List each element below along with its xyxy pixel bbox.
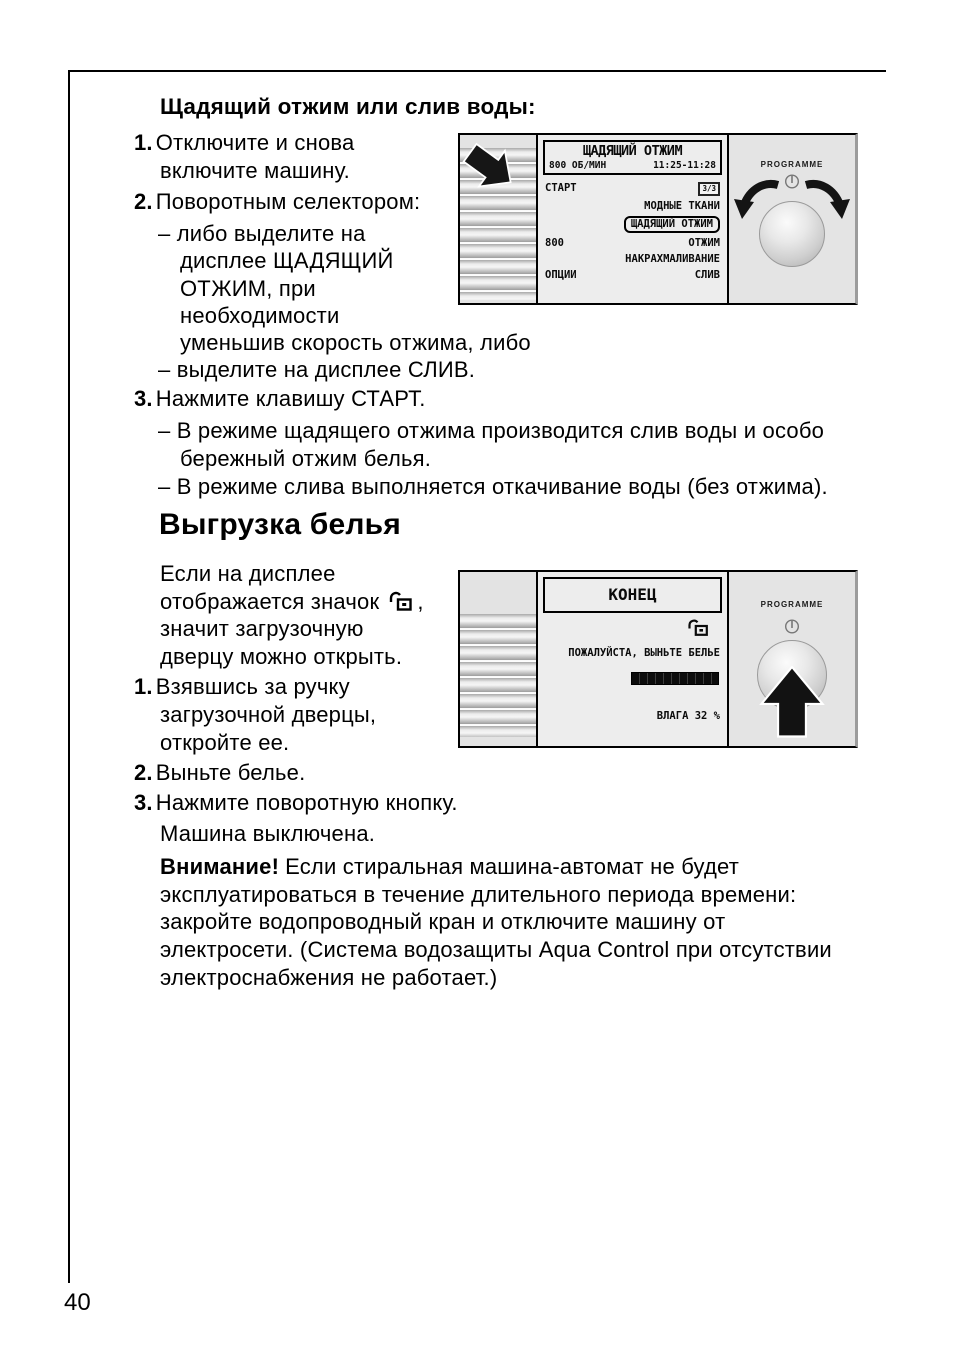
figure-end-control-panel: [458, 570, 858, 748]
unload-step-3: 3. Нажмите поворотную кнопку.: [134, 790, 458, 815]
spin-bullet-1-line-5: уменьшив скорость отжима, либо: [180, 330, 531, 355]
spin-bullet-1-line-1: – либо выделите на: [158, 221, 366, 246]
start-row: [543, 182, 722, 196]
speed-value: 800: [545, 237, 564, 250]
open-lock-icon: [387, 590, 413, 611]
spin-note-1-line-1: – В режиме щадящего отжима производится слив воды и особо: [158, 418, 825, 443]
pointer-arrow-icon: [460, 141, 522, 195]
programme-knob-area: [729, 572, 855, 746]
page-border-top: [68, 70, 886, 72]
lcd-display: [538, 135, 729, 303]
spin-section-heading: Щадящий отжим или слив воды:: [160, 94, 536, 119]
spin-step-2: 2. Поворотным селектором:: [134, 189, 421, 214]
menu-item: ОТЖИМ: [688, 237, 720, 250]
warning-line-2: эксплуатироваться в течение длительного периода времени:: [160, 882, 797, 907]
button-column: [460, 135, 538, 303]
menu-item: СЛИВ: [694, 269, 720, 282]
unload-step-2: 2. Выньте белье.: [134, 760, 306, 785]
display-header: [543, 140, 722, 175]
spin-note-2: – В режиме слива выполняется откачивание воды (без отжима).: [158, 474, 828, 499]
display-subtitle: [549, 160, 716, 171]
selected-item: ЩАДЯЩИЙ ОТЖИМ: [624, 216, 720, 233]
spin-speed: 800 ОБ/МИН: [549, 160, 607, 171]
unload-section-heading: Выгрузка белья: [159, 508, 401, 541]
display-title: ЩАДЯЩИЙ ОТЖИМ: [582, 143, 683, 159]
warning-line-1: Внимание! Если стиральная машина-автомат не будет: [160, 854, 740, 879]
display-title-box: [543, 577, 722, 613]
door-unlock-row: [543, 618, 722, 640]
warning-line-4: электросети. (Система водозащиты Aqua Control при отсутствии: [160, 937, 832, 962]
spin-bullet-2: – выделите на дисплее СЛИВ.: [158, 357, 476, 382]
progress-bar: [631, 672, 719, 685]
spin-bullet-1-line-2: дисплее ЩАДЯЩИЙ: [180, 248, 394, 273]
unload-intro-line-3: значит загрузочную: [160, 616, 364, 641]
menu-item: МОДНЫЕ ТКАНИ: [644, 200, 720, 213]
unload-step-1-line-2: загрузочной дверцы,: [160, 702, 377, 727]
menu-item-selected-row: [543, 216, 722, 233]
spin-step-1-line-2: включите машину.: [160, 158, 350, 183]
button-strip: [460, 614, 536, 737]
menu-row: [543, 237, 722, 249]
humidity-value: ВЛАГА 32 %: [656, 710, 720, 722]
page-number: 40: [64, 1289, 91, 1316]
programme-knob: [759, 201, 825, 267]
menu-item: НАКРАХМАЛИВАНИЕ: [625, 253, 720, 266]
warning-line-3: закройте водопроводный кран и отключите машину от: [160, 909, 726, 934]
page-badge: 3/3: [698, 182, 720, 196]
spin-bullet-1-line-4: необходимости: [180, 303, 340, 328]
options-label: ОПЦИИ: [545, 269, 577, 282]
display-title: КОНЕЦ: [608, 585, 657, 604]
programme-knob-area: [729, 135, 855, 303]
spin-note-1-line-2: бережный отжим белья.: [180, 446, 432, 471]
unload-step-3-line-2: Машина выключена.: [160, 821, 376, 846]
page-border-left: [68, 70, 70, 1283]
menu-row: [543, 269, 722, 281]
warning-line-5: электроснабжения не работает.): [160, 965, 498, 990]
open-lock-icon: [686, 618, 709, 636]
button-column: [460, 572, 538, 746]
figure-spin-control-panel: [458, 133, 858, 305]
unload-intro-line-4: дверцу можно открыть.: [160, 644, 403, 669]
programme-label: PROGRAMME: [760, 600, 824, 609]
spin-bullet-1-line-3: ОТЖИМ, при: [180, 276, 316, 301]
spin-step-3: 3. Нажмите клавишу СТАРТ.: [134, 386, 426, 411]
spin-step-1: 1. Отключите и снова: [134, 130, 355, 155]
lcd-display: [538, 572, 729, 746]
start-label: СТАРТ: [545, 182, 577, 194]
unload-intro-line-2: отображается значок ,: [160, 589, 424, 614]
time-range: 11:25-11:28: [653, 160, 716, 171]
display-message: ПОЖАЛУЙСТА, ВЫНЬТЕ БЕЛЬЕ: [568, 647, 720, 659]
press-arrow-icon: [759, 666, 825, 738]
unload-step-1: 1. Взявшись за ручку: [134, 674, 350, 699]
programme-label: PROGRAMME: [760, 160, 824, 169]
unload-step-1-line-3: откройте ее.: [160, 730, 290, 755]
unload-intro-line-1: Если на дисплее: [160, 561, 336, 586]
power-icon: [785, 618, 800, 634]
